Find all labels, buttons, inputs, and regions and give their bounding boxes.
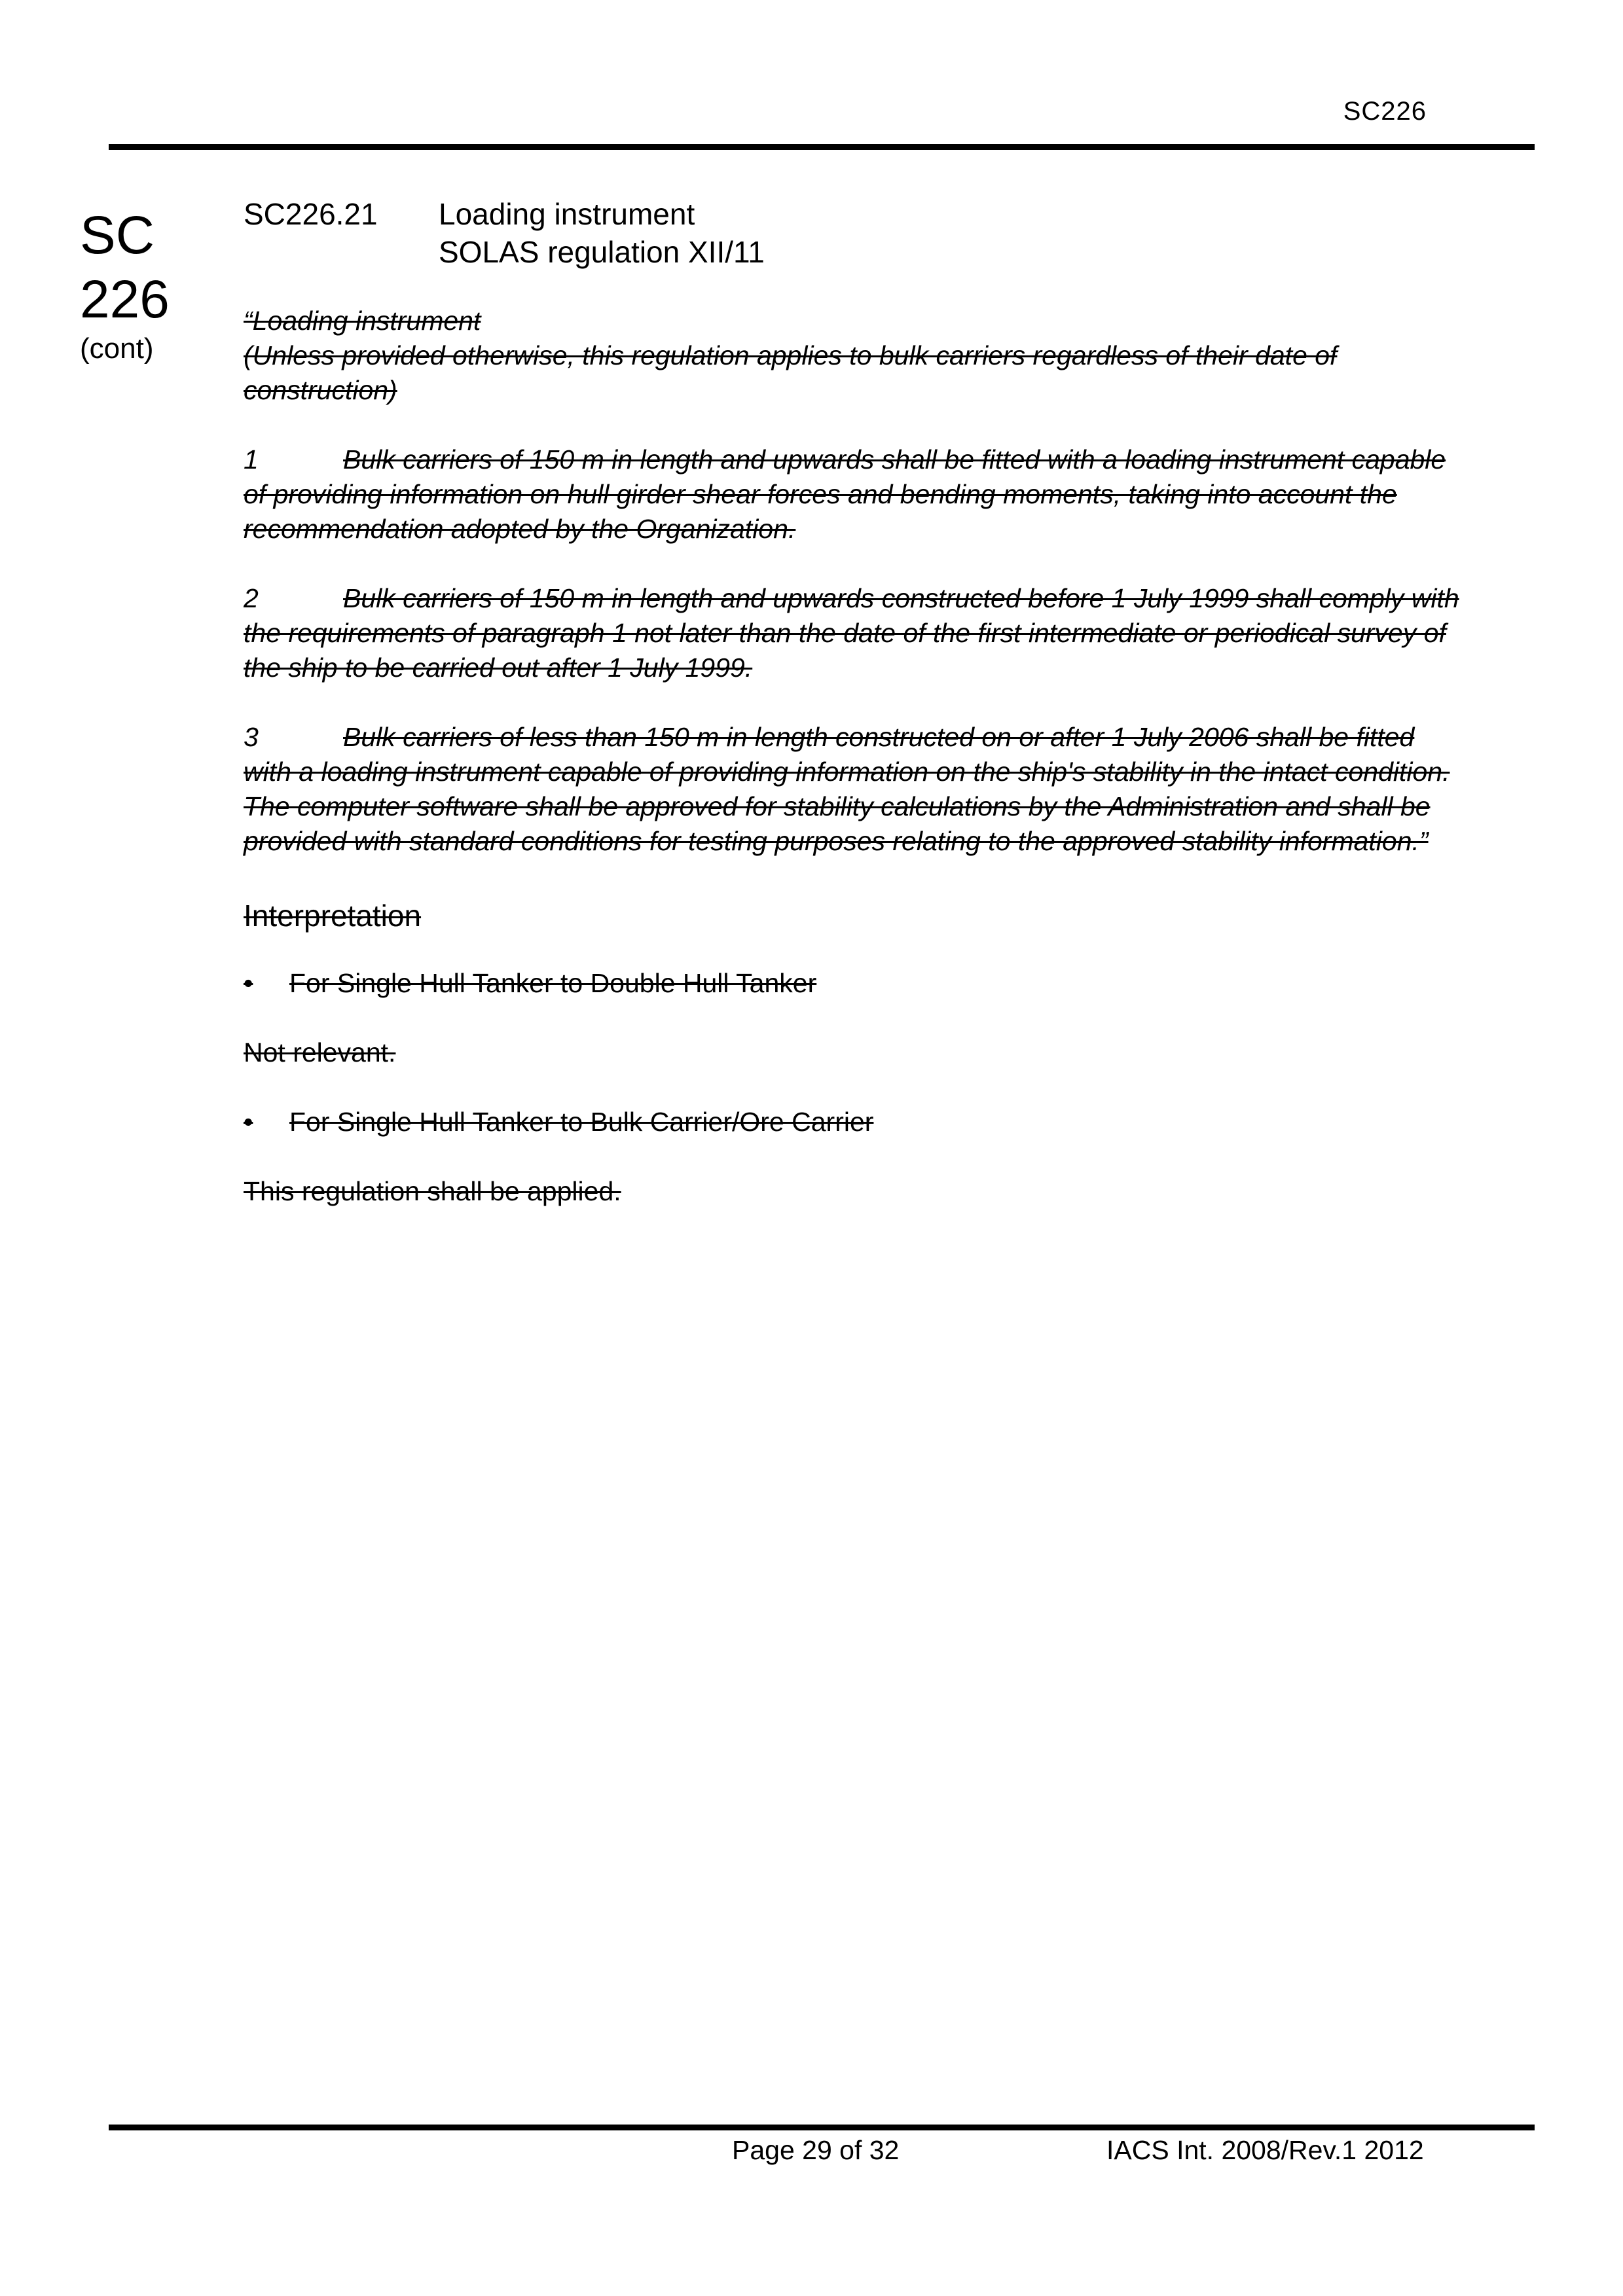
- section-subtitle: SOLAS regulation XII/11: [439, 235, 765, 269]
- paragraph-text: Bulk carriers of 150 m in length and upwards shall be fitted with a loading instrument capable of providing information on hull girder shear forces and bending moments, taking into account the recommendation adopted by the Organization.: [244, 444, 1446, 544]
- bullet-text: For Single Hull Tanker to Bulk Carrier/Ore Carrier: [289, 1107, 874, 1137]
- footer-page-number: Page 29 of 32: [732, 2135, 900, 2165]
- bullet-dot: •: [244, 968, 253, 998]
- paragraph-text: Bulk carriers of less than 150 m in length constructed on or after 1 July 2006 shall be fitted with a loading instrument capable of providing information on the ship's stability in the intact condition. The computer software shall be approved for stability calculations by the Administration and shall be provided with standard conditions for testing purposes relating to the approved stability information.”: [244, 722, 1450, 856]
- paragraph-number: 2: [244, 583, 259, 613]
- regulation-paragraph-2: [244, 581, 1461, 685]
- regulation-applicability: (Unless provided otherwise, this regulation applies to bulk carriers regardless of their date of construction): [244, 340, 1338, 405]
- regulation-paragraph-3: [244, 720, 1461, 859]
- interpretation-heading: Interpretation: [244, 899, 422, 933]
- section-title-row: [244, 195, 1461, 233]
- paragraph-number: 1: [244, 444, 259, 475]
- footer-rule: [109, 2125, 1535, 2130]
- bullet-dot: •: [244, 1107, 253, 1137]
- paragraph-text: Bulk carriers of 150 m in length and upwards constructed before 1 July 1999 shall comply with the requirements of paragraph 1 not later than the date of the first intermediate or periodical survey of the ship to be carried out after 1 July 1999.: [244, 583, 1459, 683]
- paragraph-number: 3: [244, 722, 259, 752]
- header-rule: [109, 144, 1535, 150]
- side-label-sc: SC: [80, 206, 155, 265]
- regulation-paragraph-1: [244, 442, 1461, 547]
- regulation-heading: “Loading instrument: [244, 306, 481, 336]
- interpretation-bullet-1: [244, 966, 1461, 1001]
- interpretation-note-2: This regulation shall be applied.: [244, 1176, 621, 1206]
- section-code: SC226.21: [244, 197, 378, 231]
- section-subtitle-row: [244, 233, 1461, 271]
- interpretation-bullet-2: [244, 1105, 1461, 1139]
- footer-reference: IACS Int. 2008/Rev.1 2012: [1106, 2135, 1424, 2165]
- document-body: [244, 195, 1461, 1209]
- interpretation-note-1: Not relevant.: [244, 1037, 396, 1067]
- section-title: Loading instrument: [439, 197, 695, 231]
- side-label-number: 226: [80, 270, 170, 329]
- bullet-text: For Single Hull Tanker to Double Hull Tanker: [289, 968, 817, 998]
- side-label-cont: (cont): [80, 332, 154, 365]
- header-code: SC226: [1343, 97, 1427, 126]
